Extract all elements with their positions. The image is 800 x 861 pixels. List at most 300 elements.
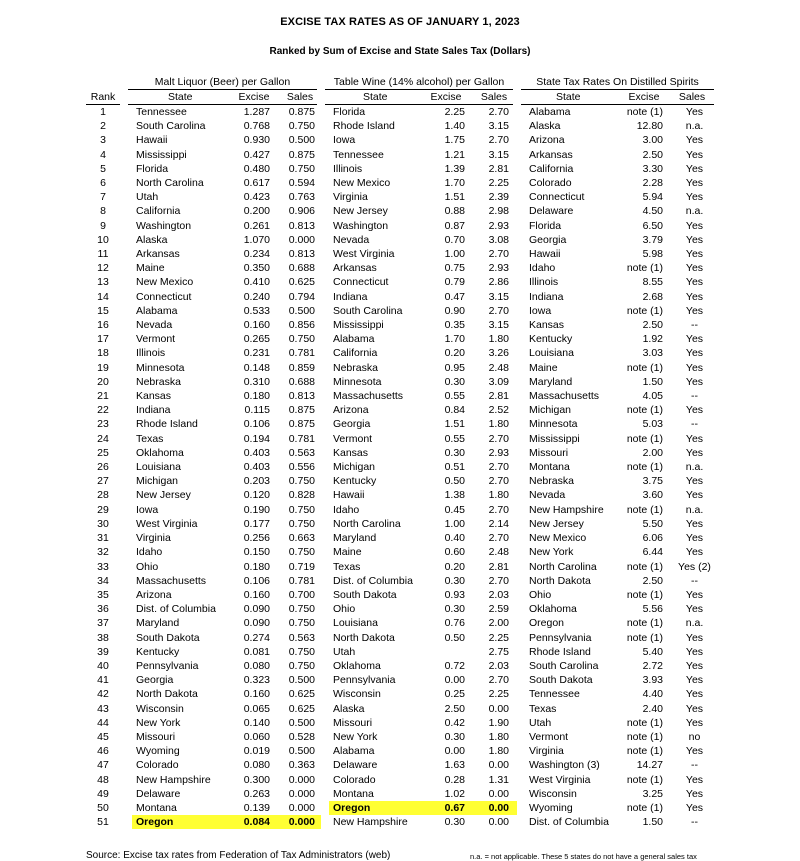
row-spacer (120, 474, 132, 488)
row-spacer (517, 602, 525, 616)
rank-cell: 5 (100, 162, 106, 175)
wine-state-cell: Pennsylvania (333, 674, 396, 687)
rank-cell: 10 (97, 233, 109, 246)
row-spacer (321, 801, 329, 815)
row-spacer (120, 148, 132, 162)
row-spacer (120, 773, 132, 787)
wine-excise-cell: 0.30 (444, 375, 465, 388)
row-spacer (517, 361, 525, 375)
rank-cell: 29 (97, 503, 109, 516)
row-spacer (321, 119, 329, 133)
rank-cell: 40 (97, 659, 109, 672)
beer-sales-cell: 0.000 (288, 773, 315, 786)
row-spacer (120, 801, 132, 815)
beer-sales-cell: 0.859 (288, 361, 315, 374)
rank-cell: 12 (97, 262, 109, 275)
wine-state-cell: North Dakota (333, 631, 395, 644)
row-spacer (0, 176, 86, 190)
row-spacer (321, 432, 329, 446)
spirits-excise-cell: 4.40 (642, 688, 663, 701)
row-spacer (120, 815, 132, 829)
row-spacer (120, 417, 132, 431)
spirits-state-cell: Arizona (529, 134, 565, 147)
spirits-sales-cell: Yes (685, 134, 704, 147)
wine-sales-cell: 2.93 (488, 446, 509, 459)
wine-excise-cell: 0.72 (444, 659, 465, 672)
wine-excise-cell: 1.70 (444, 333, 465, 346)
table-row (0, 687, 718, 701)
spirits-sales-cell: Yes (685, 304, 704, 317)
row-spacer (517, 403, 525, 417)
beer-sales-cell: 0.794 (288, 290, 315, 303)
beer-sales-cell: 0.750 (288, 645, 315, 658)
row-spacer (120, 531, 132, 545)
spirits-sales-cell: Yes (685, 716, 704, 729)
beer-state-cell: Dist. of Columbia (136, 603, 216, 616)
spirits-state-cell: Washington (3) (529, 759, 600, 772)
beer-state-cell: Nebraska (136, 375, 181, 388)
spirits-state-cell: Utah (529, 716, 552, 729)
row-spacer (0, 787, 86, 801)
row-spacer (120, 758, 132, 772)
excise-tax-table (0, 105, 718, 829)
row-spacer (517, 716, 525, 730)
wine-excise-cell: 0.55 (444, 432, 465, 445)
wine-excise-cell: 0.50 (444, 631, 465, 644)
spirits-sales-cell: Yes (685, 432, 704, 445)
wine-state-cell: Illinois (333, 162, 363, 175)
rank-cell: 38 (97, 631, 109, 644)
beer-sales-cell: 0.719 (288, 560, 315, 573)
beer-state-cell: Wisconsin (136, 702, 184, 715)
beer-state-cell: Alaska (136, 233, 168, 246)
row-spacer (120, 133, 132, 147)
spirits-sales-cell: Yes (2) (678, 560, 711, 573)
beer-sales-cell: 0.781 (288, 347, 315, 360)
row-spacer (0, 432, 86, 446)
spirits-excise-cell: 3.03 (642, 347, 663, 360)
rank-cell: 15 (97, 304, 109, 317)
spirits-sales-cell: no (688, 730, 701, 743)
row-spacer (0, 801, 86, 815)
wine-state-cell: Connecticut (333, 276, 389, 289)
spirits-excise-cell: 2.50 (642, 319, 663, 332)
row-spacer (0, 233, 86, 247)
row-spacer (0, 531, 86, 545)
col-header-spirits-sales: Sales (678, 91, 706, 103)
row-spacer (0, 318, 86, 332)
row-spacer (120, 560, 132, 574)
beer-state-cell: Oklahoma (136, 446, 184, 459)
spirits-state-cell: Michigan (529, 404, 572, 417)
spirits-excise-cell: note (1) (626, 361, 663, 374)
beer-sales-cell: 0.875 (288, 106, 315, 118)
spirits-state-cell: West Virginia (529, 773, 591, 786)
row-spacer (0, 744, 86, 758)
row-spacer (321, 403, 329, 417)
row-spacer (120, 346, 132, 360)
beer-excise-cell: 0.060 (243, 730, 270, 743)
row-spacer (517, 176, 525, 190)
beer-sales-cell: 0.000 (288, 787, 315, 800)
rank-cell: 33 (97, 560, 109, 573)
rank-cell: 46 (97, 745, 109, 758)
rank-cell: 42 (97, 688, 109, 701)
beer-excise-cell: 0.065 (243, 702, 270, 715)
wine-sales-cell: 2.93 (488, 219, 509, 232)
row-spacer (517, 389, 525, 403)
wine-sales-cell: 0.00 (471, 801, 517, 815)
spirits-state-cell: North Dakota (529, 574, 591, 587)
rank-cell: 48 (97, 773, 109, 786)
row-spacer (321, 176, 329, 190)
table-row (0, 645, 718, 659)
beer-state-cell: Ohio (136, 560, 159, 573)
spirits-state-cell: Massachusetts (529, 390, 600, 403)
row-spacer (0, 488, 86, 502)
beer-sales-cell: 0.000 (288, 801, 315, 814)
spirits-sales-cell: Yes (685, 276, 704, 289)
row-spacer (517, 318, 525, 332)
spirits-state-cell: Idaho (529, 262, 556, 275)
beer-sales-cell: 0.813 (288, 248, 315, 261)
beer-excise-cell: 0.090 (243, 617, 270, 630)
beer-group-header: Malt Liquor (Beer) per Gallon (128, 76, 317, 90)
spirits-state-cell: Colorado (529, 177, 572, 190)
row-spacer (0, 219, 86, 233)
rank-cell: 37 (97, 617, 109, 630)
row-spacer (517, 190, 525, 204)
wine-sales-cell: 2.81 (488, 560, 509, 573)
spirits-state-cell: Pennsylvania (529, 631, 592, 644)
wine-state-cell: Delaware (333, 759, 378, 772)
spirits-state-cell: Ohio (529, 588, 552, 601)
row-spacer (0, 758, 86, 772)
row-spacer (517, 460, 525, 474)
spirits-state-cell: Connecticut (529, 191, 585, 204)
table-row (0, 148, 718, 162)
beer-state-cell: Nevada (136, 319, 173, 332)
spirits-state-cell: Indiana (529, 290, 564, 303)
row-spacer (321, 375, 329, 389)
table-row (0, 162, 718, 176)
row-spacer (321, 631, 329, 645)
wine-sales-cell: 3.26 (488, 347, 509, 360)
wine-excise-cell: 0.30 (444, 603, 465, 616)
row-spacer (0, 545, 86, 559)
beer-excise-cell: 0.310 (243, 375, 270, 388)
row-spacer (120, 261, 132, 275)
spirits-sales-cell: Yes (685, 517, 704, 530)
row-spacer (0, 616, 86, 630)
beer-excise-cell: 1.287 (243, 106, 270, 118)
table-row (0, 275, 718, 289)
row-spacer (321, 545, 329, 559)
spirits-sales-cell: n.a. (685, 617, 704, 630)
wine-state-cell: Michigan (333, 461, 376, 474)
row-spacer (0, 659, 86, 673)
wine-excise-cell: 1.39 (444, 162, 465, 175)
col-header-spirits-excise: Excise (628, 91, 660, 103)
row-spacer (120, 275, 132, 289)
row-spacer (321, 787, 329, 801)
row-spacer (517, 545, 525, 559)
row-spacer (0, 332, 86, 346)
wine-excise-cell: 0.25 (444, 688, 465, 701)
beer-excise-cell: 0.263 (243, 787, 270, 800)
beer-sales-cell: 0.700 (288, 588, 315, 601)
spirits-state-cell: New Jersey (529, 517, 584, 530)
table-row (0, 389, 718, 403)
beer-state-cell: Wyoming (136, 745, 180, 758)
spirits-excise-cell: note (1) (626, 801, 663, 814)
row-spacer (120, 616, 132, 630)
row-spacer (120, 446, 132, 460)
spirits-state-cell: Mississippi (529, 432, 580, 445)
rank-cell: 6 (100, 177, 106, 190)
wine-state-cell: Arizona (333, 404, 369, 417)
beer-state-cell: Oregon (132, 815, 232, 829)
beer-excise-cell: 0.194 (243, 432, 270, 445)
row-spacer (120, 716, 132, 730)
rank-cell: 27 (97, 475, 109, 488)
beer-excise-cell: 0.300 (243, 773, 270, 786)
wine-state-cell: Ohio (333, 603, 356, 616)
spirits-state-cell: Minnesota (529, 418, 578, 431)
table-body (0, 105, 718, 829)
spirits-excise-cell: 3.30 (642, 162, 663, 175)
beer-sales-cell: 0.625 (288, 276, 315, 289)
spirits-sales-cell: Yes (685, 631, 704, 644)
spirits-sales-cell: Yes (685, 532, 704, 545)
spirits-state-cell: Maine (529, 361, 558, 374)
beer-state-cell: Idaho (136, 546, 163, 559)
spirits-sales-cell: -- (691, 816, 698, 829)
wine-excise-cell: 1.02 (444, 787, 465, 800)
spirits-excise-cell: 2.28 (642, 177, 663, 190)
wine-sales-cell: 2.70 (488, 432, 509, 445)
table-row (0, 801, 718, 815)
spirits-sales-cell: Yes (685, 773, 704, 786)
beer-excise-cell: 0.081 (243, 645, 270, 658)
wine-excise-cell: 1.70 (444, 177, 465, 190)
table-row (0, 204, 718, 218)
spirits-state-cell: South Dakota (529, 674, 593, 687)
row-spacer (321, 531, 329, 545)
beer-sales-cell: 0.000 (274, 815, 321, 829)
wine-excise-cell: 1.00 (444, 517, 465, 530)
row-spacer (517, 446, 525, 460)
beer-state-cell: Indiana (136, 404, 171, 417)
wine-sales-cell: 3.08 (488, 233, 509, 246)
table-row (0, 560, 718, 574)
beer-sales-cell: 0.828 (288, 489, 315, 502)
spirits-excise-cell: 3.79 (642, 233, 663, 246)
row-spacer (321, 346, 329, 360)
table-row (0, 702, 718, 716)
rank-cell: 14 (97, 290, 109, 303)
wine-state-cell: Montana (333, 787, 374, 800)
wine-excise-cell: 0.47 (444, 290, 465, 303)
wine-sales-cell: 0.00 (488, 759, 509, 772)
row-spacer (120, 318, 132, 332)
spirits-state-cell: Vermont (529, 730, 569, 743)
row-spacer (517, 673, 525, 687)
table-row (0, 346, 718, 360)
wine-excise-cell: 1.51 (444, 418, 465, 431)
wine-excise-cell: 0.20 (444, 347, 465, 360)
spirits-sales-cell: Yes (685, 361, 704, 374)
row-spacer (321, 332, 329, 346)
wine-sales-cell: 2.70 (488, 532, 509, 545)
spirits-sales-cell: Yes (685, 148, 704, 161)
spirits-sales-cell: Yes (685, 688, 704, 701)
spirits-state-cell: Oklahoma (529, 603, 577, 616)
row-spacer (120, 602, 132, 616)
spirits-sales-cell: Yes (685, 787, 704, 800)
wine-state-cell: Minnesota (333, 375, 382, 388)
spirits-sales-cell: Yes (685, 248, 704, 261)
spirits-excise-cell: 3.75 (642, 475, 663, 488)
row-spacer (321, 588, 329, 602)
spirits-state-cell: Florida (529, 219, 562, 232)
rank-cell: 8 (100, 205, 106, 218)
wine-state-cell: Florida (333, 106, 366, 118)
spirits-state-cell: Montana (529, 461, 570, 474)
beer-excise-cell: 0.200 (243, 205, 270, 218)
wine-state-cell: Alabama (333, 333, 375, 346)
spirits-state-cell: Illinois (529, 276, 559, 289)
row-spacer (120, 204, 132, 218)
source-note: Source: Excise tax rates from Federation of Tax Administrators (web) (86, 850, 391, 861)
row-spacer (321, 233, 329, 247)
spirits-excise-cell: note (1) (626, 631, 663, 644)
beer-excise-cell: 0.234 (243, 248, 270, 261)
wine-state-cell: Tennessee (333, 148, 384, 161)
spirits-sales-cell: n.a. (685, 503, 704, 516)
spirits-excise-cell: 5.98 (642, 248, 663, 261)
row-spacer (0, 375, 86, 389)
row-spacer (517, 503, 525, 517)
row-spacer (517, 531, 525, 545)
beer-excise-cell: 0.427 (243, 148, 270, 161)
beer-sales-cell: 0.875 (288, 418, 315, 431)
row-spacer (0, 517, 86, 531)
table-row (0, 815, 718, 829)
wine-state-cell: Georgia (333, 418, 371, 431)
beer-state-cell: Texas (136, 432, 164, 445)
spirits-sales-cell: Yes (685, 659, 704, 672)
beer-state-cell: Pennsylvania (136, 659, 199, 672)
beer-excise-cell: 0.350 (243, 262, 270, 275)
wine-sales-cell: 2.75 (488, 645, 509, 658)
wine-state-cell: Maryland (333, 532, 377, 545)
row-spacer (321, 503, 329, 517)
spirits-excise-cell: 5.56 (642, 603, 663, 616)
beer-sales-cell: 0.625 (288, 688, 315, 701)
rank-cell: 7 (100, 191, 106, 204)
row-spacer (0, 574, 86, 588)
table-row (0, 744, 718, 758)
row-spacer (321, 417, 329, 431)
beer-sales-cell: 0.906 (288, 205, 315, 218)
spirits-state-cell: Texas (529, 702, 557, 715)
beer-sales-cell: 0.688 (288, 375, 315, 388)
beer-state-cell: Rhode Island (136, 418, 198, 431)
spirits-sales-cell: Yes (685, 106, 704, 118)
spirits-sales-cell: Yes (685, 290, 704, 303)
wine-sales-cell: 2.70 (488, 503, 509, 516)
row-spacer (120, 233, 132, 247)
rank-cell: 32 (97, 546, 109, 559)
spirits-excise-cell: note (1) (626, 773, 663, 786)
wine-sales-cell: 3.15 (488, 148, 509, 161)
row-spacer (0, 275, 86, 289)
rank-cell: 21 (97, 390, 109, 403)
wine-excise-cell: 0.45 (444, 503, 465, 516)
wine-excise-cell: 0.79 (444, 276, 465, 289)
row-spacer (120, 702, 132, 716)
wine-excise-cell: 0.84 (444, 404, 465, 417)
row-spacer (120, 290, 132, 304)
table-row (0, 119, 718, 133)
table-row (0, 602, 718, 616)
wine-state-cell: Hawaii (333, 489, 365, 502)
spirits-state-cell: Maryland (529, 375, 573, 388)
spirits-group-header: State Tax Rates On Distilled Spirits (521, 76, 714, 90)
row-spacer (120, 517, 132, 531)
wine-state-cell: Kansas (333, 446, 369, 459)
wine-sales-cell: 2.70 (488, 674, 509, 687)
beer-excise-cell: 0.090 (243, 603, 270, 616)
table-row (0, 730, 718, 744)
rank-cell: 50 (97, 801, 109, 814)
row-spacer (321, 474, 329, 488)
beer-state-cell: Alabama (136, 304, 178, 317)
beer-sales-cell: 0.750 (288, 120, 315, 133)
spirits-excise-cell: 2.72 (642, 659, 663, 672)
row-spacer (0, 645, 86, 659)
spirits-state-cell: Kansas (529, 319, 565, 332)
spirits-state-cell: Oregon (529, 617, 565, 630)
beer-state-cell: Michigan (136, 475, 179, 488)
wine-state-cell: California (333, 347, 378, 360)
row-spacer (0, 702, 86, 716)
spirits-excise-cell: 2.68 (642, 290, 663, 303)
wine-state-cell: Texas (333, 560, 361, 573)
beer-excise-cell: 0.160 (243, 588, 270, 601)
wine-excise-cell: 0.55 (444, 390, 465, 403)
spirits-excise-cell: 1.50 (642, 816, 663, 829)
rank-cell: 4 (100, 148, 106, 161)
spirits-sales-cell: Yes (685, 588, 704, 601)
beer-state-cell: Mississippi (136, 148, 187, 161)
row-spacer (321, 645, 329, 659)
row-spacer (517, 119, 525, 133)
row-spacer (0, 687, 86, 701)
row-spacer (0, 261, 86, 275)
row-spacer (517, 588, 525, 602)
row-spacer (517, 645, 525, 659)
row-spacer (517, 744, 525, 758)
beer-excise-cell: 0.265 (243, 333, 270, 346)
wine-sales-cell: 1.80 (488, 745, 509, 758)
spirits-state-cell: New Mexico (529, 532, 587, 545)
spirits-excise-cell: note (1) (626, 432, 663, 445)
beer-sales-cell: 0.750 (288, 603, 315, 616)
beer-state-cell: South Carolina (136, 120, 206, 133)
spirits-state-cell: Arkansas (529, 148, 573, 161)
